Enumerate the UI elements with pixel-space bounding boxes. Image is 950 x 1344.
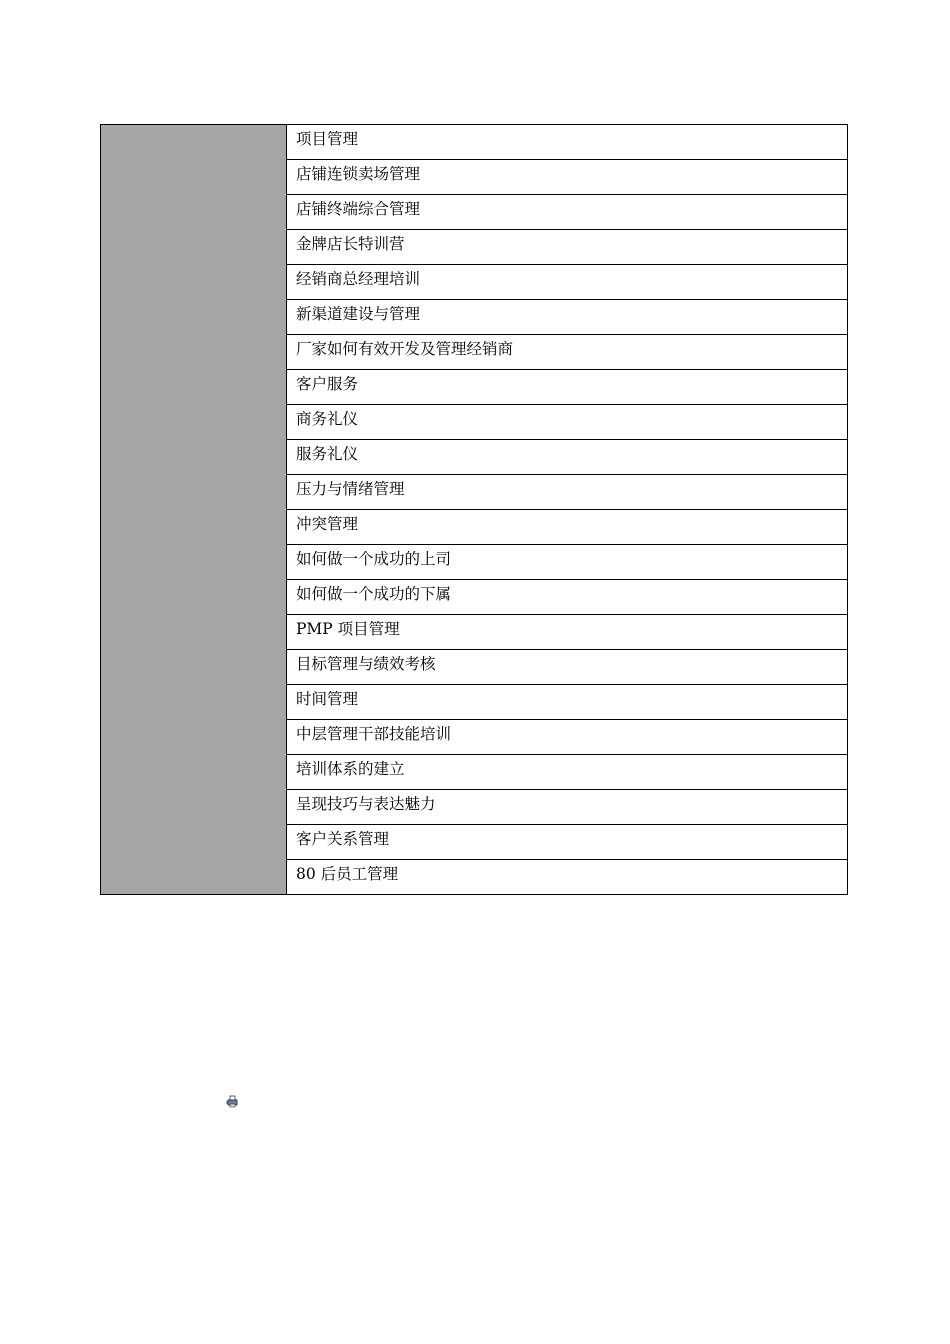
course-name-cell: PMP 项目管理 — [287, 615, 848, 650]
course-name-cell: 新渠道建设与管理 — [287, 300, 848, 335]
course-name-cell: 80 后员工管理 — [287, 860, 848, 895]
table-row — [101, 125, 848, 160]
printer-icon — [226, 1093, 238, 1106]
course-name-cell: 经销商总经理培训 — [287, 265, 848, 300]
course-name-cell: 店铺终端综合管理 — [287, 195, 848, 230]
course-table — [100, 124, 848, 895]
category-cell — [101, 125, 287, 895]
course-name-cell: 客户关系管理 — [287, 825, 848, 860]
course-name-cell: 培训体系的建立 — [287, 755, 848, 790]
course-name-cell: 厂家如何有效开发及管理经销商 — [287, 335, 848, 370]
course-name-cell: 如何做一个成功的下属 — [287, 580, 848, 615]
course-name-cell: 金牌店长特训营 — [287, 230, 848, 265]
course-name-cell: 压力与情绪管理 — [287, 475, 848, 510]
course-name-cell: 商务礼仪 — [287, 405, 848, 440]
course-name-cell: 店铺连锁卖场管理 — [287, 160, 848, 195]
course-name-cell: 目标管理与绩效考核 — [287, 650, 848, 685]
course-name-cell: 中层管理干部技能培训 — [287, 720, 848, 755]
course-table-body — [101, 125, 848, 895]
course-name-cell: 冲突管理 — [287, 510, 848, 545]
course-name-cell: 客户服务 — [287, 370, 848, 405]
course-name-cell: 时间管理 — [287, 685, 848, 720]
course-name-cell: 项目管理 — [287, 125, 848, 160]
course-name-cell: 呈现技巧与表达魅力 — [287, 790, 848, 825]
course-name-cell: 服务礼仪 — [287, 440, 848, 475]
course-name-cell: 如何做一个成功的上司 — [287, 545, 848, 580]
